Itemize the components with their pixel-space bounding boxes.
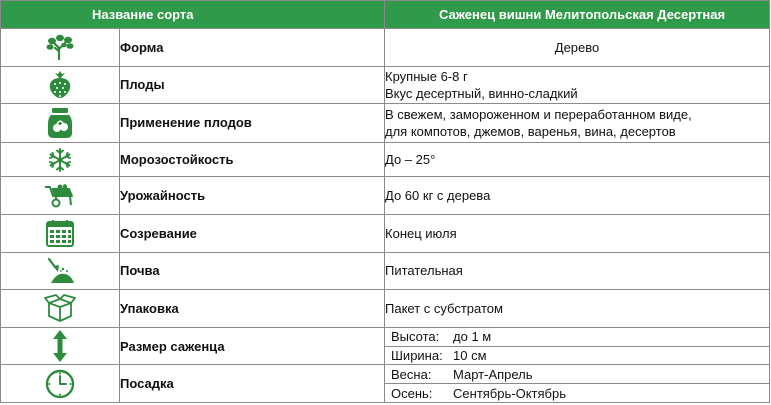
- planting-spring: Весна: Март-Апрель: [391, 366, 533, 382]
- row-value: До – 25°: [385, 142, 770, 177]
- tree-icon: [45, 34, 75, 60]
- row-value: В свежем, замороженном и переработанном виде, для компотов, джемов, варенья, вина, десертов: [385, 104, 770, 143]
- row-frost-resistance: [1, 142, 770, 177]
- row-label: Форма: [120, 29, 385, 67]
- row-shape: [1, 29, 770, 67]
- row-label: Почва: [120, 252, 385, 290]
- calendar-icon: [46, 219, 74, 247]
- row-label: Упаковка: [120, 290, 385, 328]
- row-fruits: [1, 66, 770, 104]
- snowflake-icon: [48, 148, 72, 172]
- row-icon-cell: [1, 365, 120, 403]
- row-label: Посадка: [120, 365, 385, 403]
- row-value: Дерево: [385, 29, 770, 67]
- row-planting: [1, 365, 770, 403]
- row-label: Плоды: [120, 66, 385, 104]
- row-icon-cell: [1, 327, 120, 365]
- row-icon-cell: [1, 29, 120, 67]
- header-row: [1, 1, 770, 29]
- row-label: Созревание: [120, 214, 385, 252]
- row-packaging: [1, 290, 770, 328]
- row-icon-cell: [1, 252, 120, 290]
- vertical-arrows-icon: [52, 330, 68, 362]
- box-icon: [44, 294, 76, 322]
- row-icon-cell: [1, 66, 120, 104]
- row-label: Применение плодов: [120, 104, 385, 143]
- row-label: Размер саженца: [120, 327, 385, 365]
- row-yield: [1, 177, 770, 215]
- row-label: Морозостойкость: [120, 142, 385, 177]
- row-value: Питательная: [385, 252, 770, 290]
- row-label: Урожайность: [120, 177, 385, 215]
- jam-jar-icon: [47, 107, 73, 139]
- row-value: Конец июля: [385, 214, 770, 252]
- row-icon-cell: [1, 104, 120, 143]
- row-icon-cell: [1, 142, 120, 177]
- row-fruit-usage: [1, 104, 770, 143]
- planting-autumn: Осень: Сентябрь-Октябрь: [385, 383, 769, 402]
- row-value: [385, 365, 770, 403]
- row-value: [385, 327, 770, 365]
- row-value: Пакет с субстратом: [385, 290, 770, 328]
- clock-icon: [45, 369, 75, 399]
- strawberry-icon: [47, 71, 73, 99]
- row-value: До 60 кг с дерева: [385, 177, 770, 215]
- wheelbarrow-icon: [44, 184, 76, 208]
- row-ripening: [1, 214, 770, 252]
- size-width: Ширина: 10 см: [385, 346, 769, 365]
- header-product-name: Саженец вишни Мелитопольская Десертная: [385, 1, 770, 29]
- row-icon-cell: [1, 214, 120, 252]
- header-variety-name: Название сорта: [1, 1, 385, 29]
- row-soil: [1, 252, 770, 290]
- row-icon-cell: [1, 290, 120, 328]
- row-icon-cell: [1, 177, 120, 215]
- row-value: Крупные 6-8 г Вкус десертный, винно-сладкий: [385, 66, 770, 104]
- row-seedling-size: [1, 327, 770, 365]
- soil-shovel-icon: [45, 258, 75, 284]
- size-height: Высота: до 1 м: [391, 329, 492, 345]
